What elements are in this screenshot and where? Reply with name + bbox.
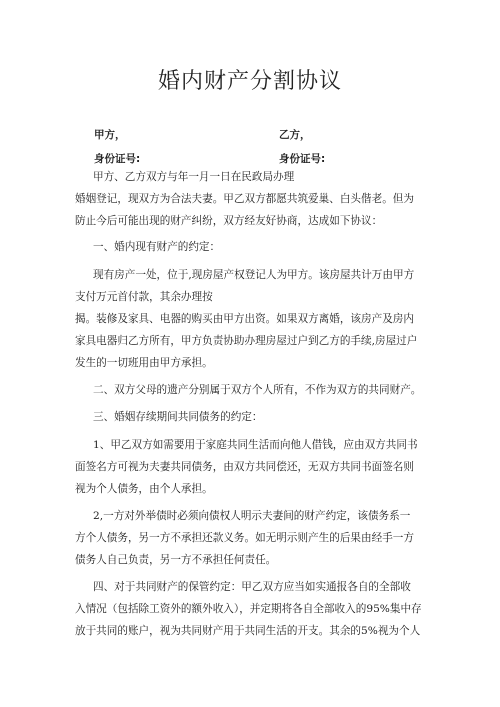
body-line: 家具电器归乙方所有，甲方负责协助办理房屋过户到乙方的手续,房屋过户: [75, 335, 418, 347]
body-line: 支付万元首付款，其余办理按: [75, 291, 213, 303]
party-row: [94, 127, 424, 142]
body-line: 揭。装修及家具、电器的购买由甲方出资。如果双方离婚，该房产及房内: [75, 313, 414, 325]
section-heading: 一、婚内现有财产的约定：: [93, 241, 221, 253]
body-line: 债务人自己负责，另一方不承担任何责任。: [75, 554, 277, 566]
body-line: 2,一方对外举债时必须向债权人明示夫妻间的财产约定，该债务系一: [93, 510, 411, 522]
party-a-label: 甲方，: [94, 129, 126, 141]
body-line: 发生的一切班用由甲方承担。: [75, 357, 213, 369]
body-line: 入情况（包括除工资外的额外收入），并定期将各自全部收入的95%集中存: [75, 603, 422, 615]
body-line: 现有房产一处，位于,现房屋产权登记人为甲方。该房屋共计万由甲方: [93, 269, 415, 281]
section-heading: 四、对于共同财产的保管约定：甲乙双方应当如实通报各自的全部收: [93, 581, 411, 593]
body-line: 视为个人债务，由个人承担。: [75, 483, 213, 495]
body-line: 甲方、乙方双方与年一月一日在民政局办理: [93, 171, 295, 183]
section-heading: 三、婚姻存续期间共同债务的约定：: [93, 411, 263, 423]
body-line: 面签名方可视为夫妻共同债务，由双方共同偿还，无双方共同书面签名则: [75, 461, 414, 473]
body-line: 1、甲乙双方如需要用于家庭共同生活而向他人借钱，应由双方共同书: [93, 439, 418, 451]
body-line: 防止今后可能出现的财产纠纷，双方经友好协商，达成如下协议：: [75, 215, 383, 227]
section-heading: 二、双方父母的遗产分别属于双方个人所有，不作为双方的共同财产。: [93, 384, 422, 396]
document-title: 婚内财产分割协议: [157, 69, 342, 94]
body-line: 方个人债务，另一方不承担还款义务。如无明示则产生的后果由经手一方: [75, 532, 414, 544]
id-row: [94, 151, 424, 166]
body-line: 婚姻登记，现双方为合法夫妻。甲乙双方都愿共筑爱巢、白头偕老。但为: [75, 193, 414, 205]
body-line: 放于共同的账户，视为共同财产用于共同生活的开支。其余的5%视为个人: [75, 625, 421, 637]
party-b-label: 乙方，: [279, 129, 311, 141]
id-label-a: 身份证号:: [94, 153, 141, 165]
id-label-b: 身份证号:: [279, 153, 326, 165]
